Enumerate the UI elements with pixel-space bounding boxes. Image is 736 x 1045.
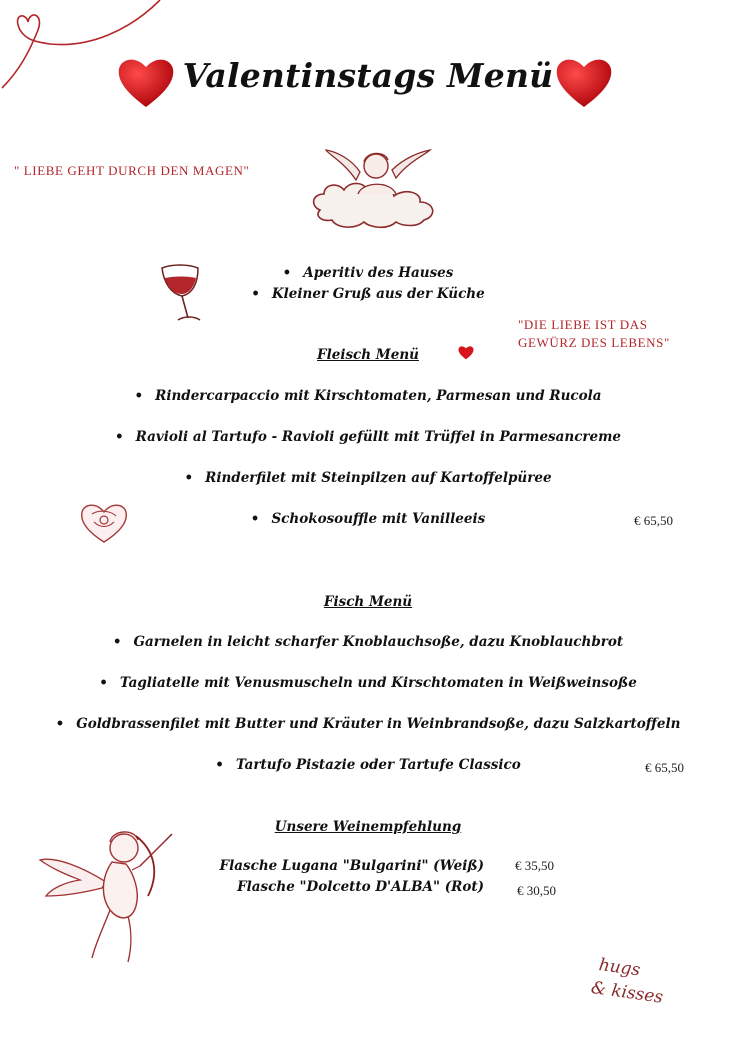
section-heading-fleisch: Fleisch Menü — [317, 347, 419, 363]
wine-item: Flasche "Dolcetto D'ALBA" (Rot) — [237, 879, 484, 895]
list-item: • Aperitiv des Hauses — [282, 265, 454, 281]
list-item: • Schokosouffle mit Vanilleeis — [250, 511, 486, 527]
list-item: • Rinderfilet mit Steinpilzen auf Kartoffelpüree — [184, 470, 552, 486]
wine-item: Flasche Lugana "Bulgarini" (Weiß) — [219, 858, 484, 874]
list-item: • Ravioli al Tartufo - Ravioli gefüllt mit Trüffel in Parmesancreme — [114, 429, 621, 445]
heart-icon — [458, 345, 474, 360]
section-heading-fisch: Fisch Menü — [323, 594, 413, 610]
hugs-kisses-signature — [588, 950, 672, 1010]
list-item: • Tartufo Pistazie oder Tartufe Classico — [215, 757, 521, 773]
angel-cloud-icon — [308, 144, 444, 230]
price-fisch: € 65,50 — [645, 760, 684, 775]
cupid-icon — [36, 826, 176, 968]
wine-price: € 30,50 — [517, 883, 556, 898]
wine-price: € 35,50 — [515, 858, 554, 873]
quote-right: "DIE LIEBE IST DAS GEWÜRZ DES LEBENS" — [518, 317, 670, 350]
list-item: • Rindercarpaccio mit Kirschtomaten, Parmesan und Rucola — [134, 388, 602, 404]
page-title: Valentinstags Menü — [182, 56, 554, 95]
list-item: • Tagliatelle mit Venusmuscheln und Kirschtomaten in Weißweinsoße — [99, 675, 637, 691]
heart-lock-icon — [78, 500, 130, 544]
list-item: • Garnelen in leicht scharfer Knoblauchsoße, dazu Knoblauchbrot — [112, 634, 624, 650]
section-heading-wine: Unsere Weinempfehlung — [274, 819, 462, 835]
list-item: • Kleiner Gruß aus der Küche — [251, 286, 485, 302]
svg-text:& kisses: & kisses — [589, 977, 665, 1008]
price-fleisch: € 65,50 — [634, 513, 673, 528]
quote-left: " LIEBE GEHT DURCH DEN MAGEN" — [14, 163, 250, 178]
svg-text:hugs: hugs — [597, 954, 642, 981]
list-item: • Goldbrassenfilet mit Butter und Kräuter in Weinbrandsoße, dazu Salzkartoffeln — [55, 716, 681, 732]
